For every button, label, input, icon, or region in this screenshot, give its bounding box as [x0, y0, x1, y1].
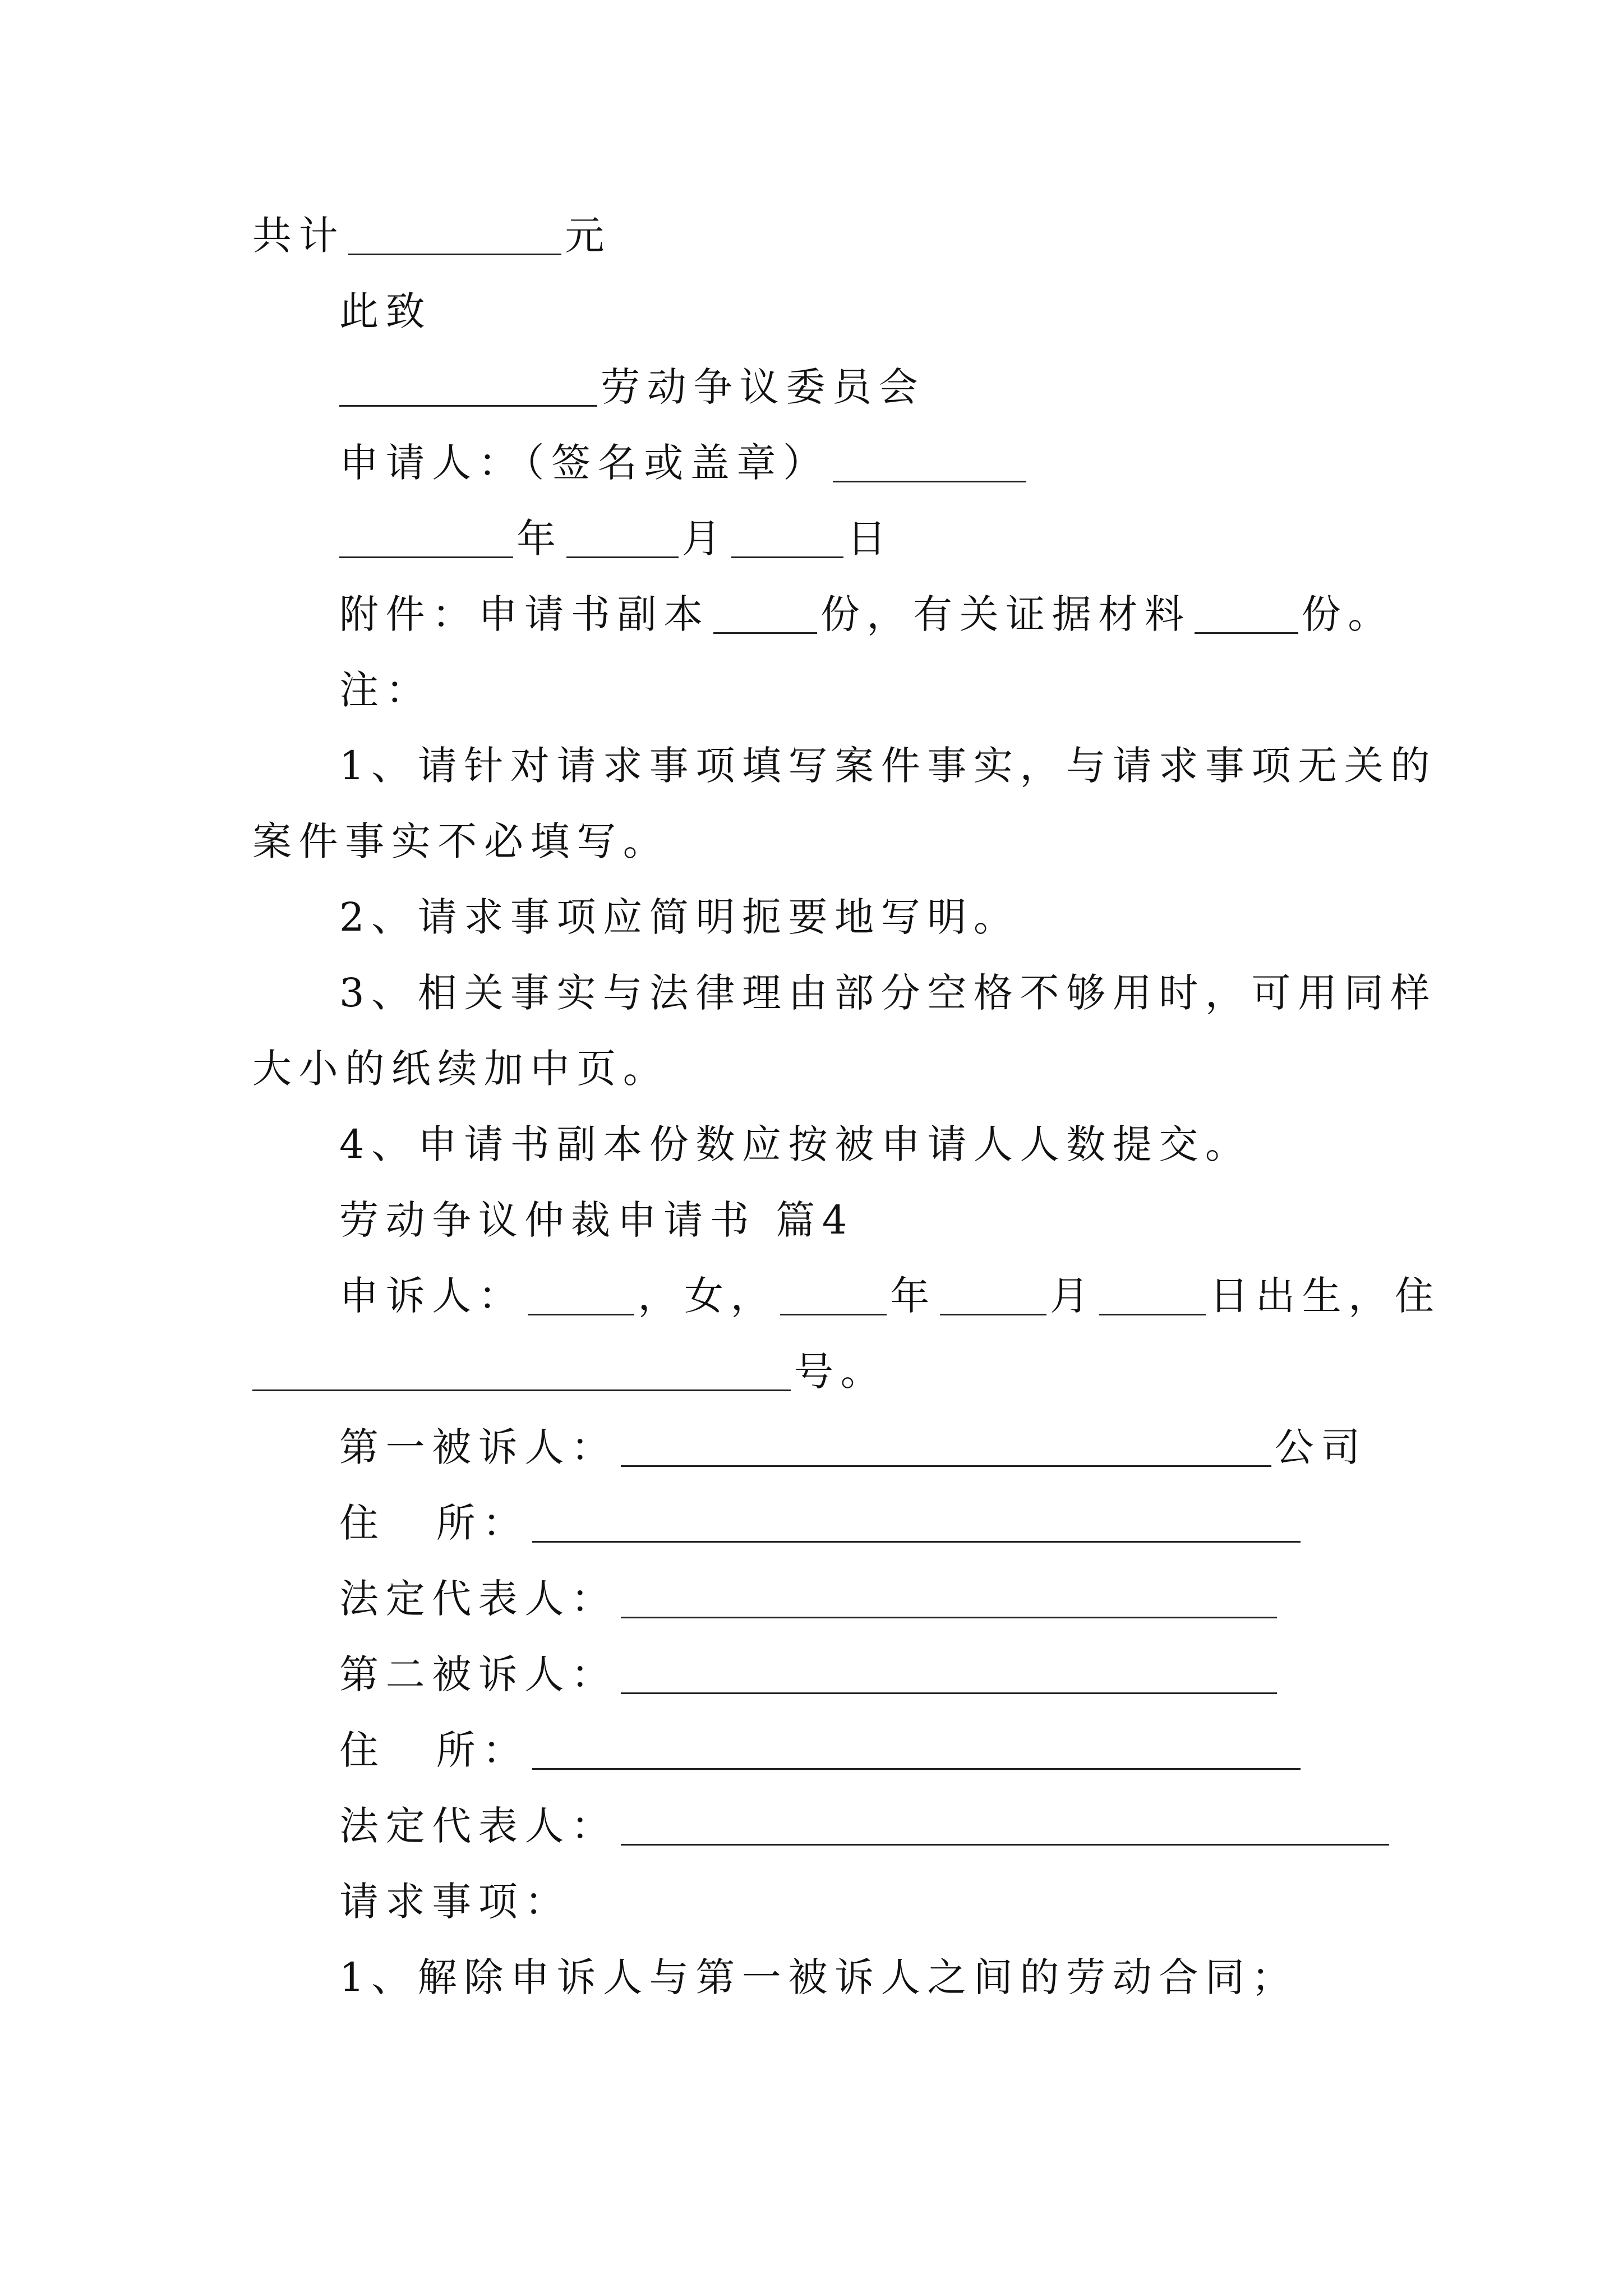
second-residence-line: 住 所： [339, 1731, 1304, 1770]
complainant-address-blank [252, 1354, 791, 1391]
note-4: 4、申请书副本份数应按被申请人人数提交。 [339, 1121, 1252, 1167]
second-residence-blank [532, 1733, 1301, 1770]
note-2: 2、请求事项应简明扼要地写明。 [339, 894, 1020, 940]
first-legal-rep-line: 法定代表人： [339, 1579, 1280, 1618]
notes-title: 注： [339, 667, 432, 713]
year-blank [339, 521, 513, 558]
first-legal-rep-blank [621, 1581, 1277, 1618]
note-1-line-2: 案件事实不必填写。 [252, 818, 670, 864]
month-blank [566, 521, 679, 558]
complainant-line: 申诉人： ，女， 年 月 日出生，住 [339, 1273, 1441, 1319]
first-residence-line: 住 所： [339, 1503, 1304, 1543]
applicant-sign-line: 申请人：（签名或盖章） [339, 443, 1030, 482]
total-amount-blank [348, 218, 561, 255]
birth-day-blank [1099, 1278, 1206, 1315]
section-title: 劳动争议仲裁申请书 篇4 [339, 1197, 854, 1243]
note-3-line-2: 大小的纸续加中页。 [252, 1046, 670, 1092]
committee-name-blank [339, 370, 597, 407]
date-line: 年 月 日 [339, 519, 893, 558]
evidence-count-blank [1195, 597, 1298, 634]
total-line: 共计 元 [252, 213, 611, 259]
claim-1: 1、解除申诉人与第一被诉人之间的劳动合同； [339, 1954, 1298, 2000]
first-respondent-blank [621, 1430, 1271, 1467]
complainant-name-blank [528, 1278, 634, 1315]
second-legal-rep-line: 法定代表人： [339, 1806, 1393, 1846]
first-respondent-line: 第一被诉人： 公司 [339, 1424, 1367, 1470]
attachment-line: 附件：申请书副本 份，有关证据材料 份。 [339, 591, 1394, 637]
copy-count-blank [713, 597, 817, 634]
second-respondent-blank [621, 1657, 1277, 1694]
note-1-line-1: 1、请针对请求事项填写案件事实，与请求事项无关的 [339, 743, 1437, 789]
signature-blank [833, 445, 1026, 482]
second-respondent-line: 第二被诉人： [339, 1655, 1280, 1694]
second-legal-rep-blank [621, 1809, 1389, 1846]
birth-month-blank [940, 1278, 1046, 1315]
claims-title: 请求事项： [339, 1879, 571, 1925]
note-3-line-1: 3、相关事实与法律理由部分空格不够用时，可用同样 [339, 970, 1437, 1016]
committee-line: 劳动争议委员会 [339, 367, 925, 407]
complainant-address-line: 号。 [252, 1352, 887, 1391]
salutation: 此致 [339, 288, 432, 334]
day-blank [731, 521, 843, 558]
first-residence-blank [532, 1506, 1301, 1543]
birth-year-blank [780, 1278, 887, 1315]
